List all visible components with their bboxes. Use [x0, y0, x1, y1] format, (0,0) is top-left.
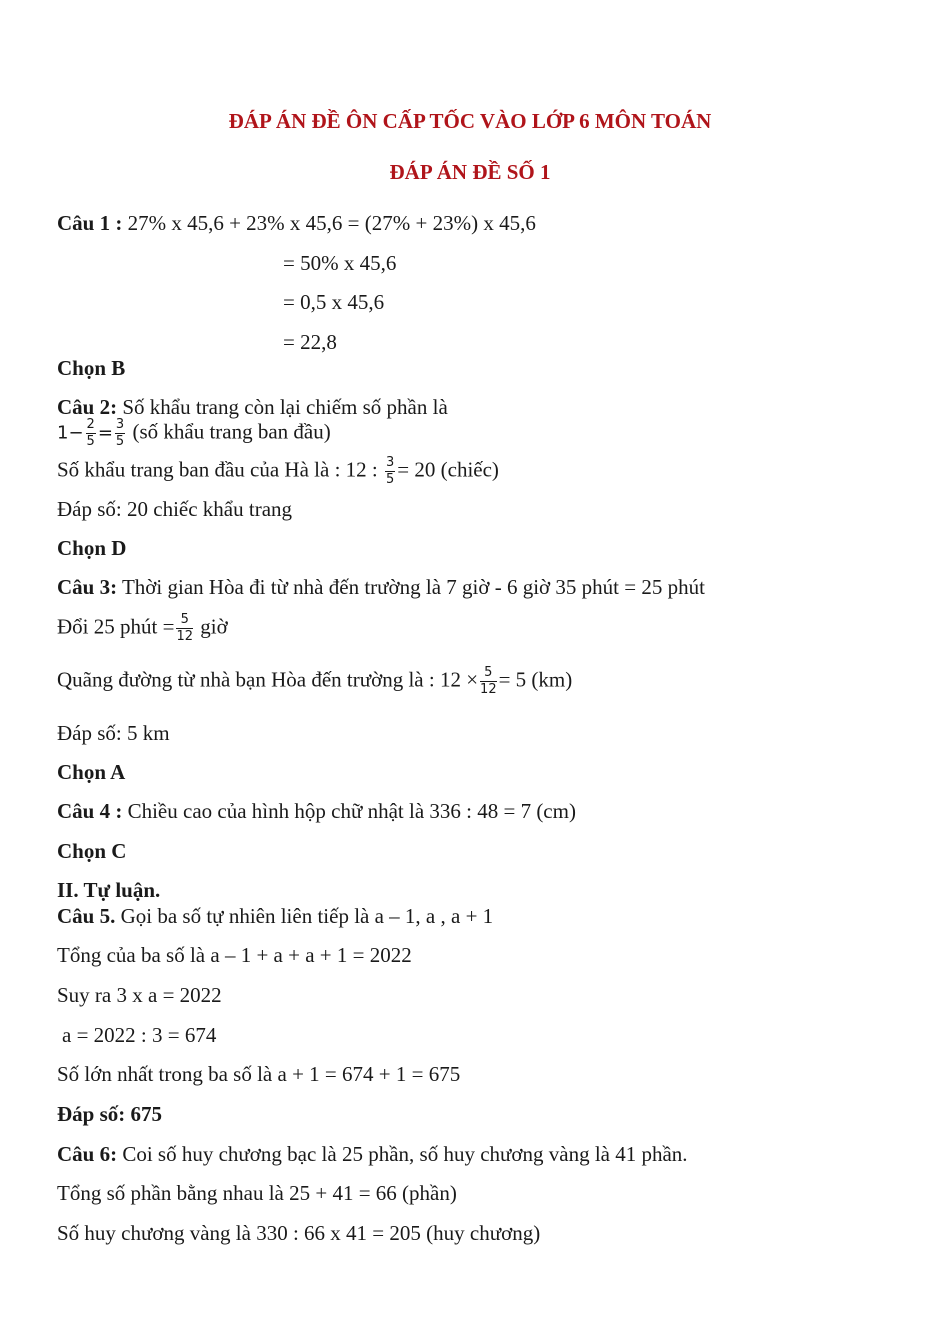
q1-line2: = 50% x 45,6: [283, 251, 397, 275]
q3-choice: Chọn A: [57, 760, 126, 784]
q4-choice: Chọn C: [57, 839, 127, 863]
q1-label: Câu 1 :: [57, 211, 123, 235]
q3-line3: Quãng đường từ nhà bạn Hòa đến trường là : 12 × $\frac{5}{12}$ = 5 (km): [57, 665, 573, 698]
section-heading: II. Tự luận.: [57, 878, 161, 902]
q2-fraction-1: $\frac{2}{5}$: [86, 417, 95, 450]
q2-label: Câu 2:: [57, 395, 118, 419]
q3-answer: Đáp số: 5 km: [57, 721, 170, 745]
q5-line4: a = 2022 : 3 = 674: [62, 1023, 217, 1047]
q5-line5: Số lớn nhất trong ba số là a + 1 = 674 + 1 = 675: [57, 1062, 461, 1086]
q2-fraction-3: $\frac{3}{5}$: [386, 455, 395, 488]
q1-line1: Câu 1 : 27% x 45,6 + 23% x 45,6 = (27% + 23%) x 45,6: [57, 211, 536, 235]
q2-fraction-2: $\frac{3}{5}$: [115, 417, 125, 450]
q6-label: Câu 6:: [57, 1142, 118, 1166]
q3-fraction-1: $\frac{5}{12}$: [176, 612, 193, 645]
q6-line3: Số huy chương vàng là 330 : 66 x 41 = 205 (huy chương): [57, 1221, 541, 1245]
q5-answer: Đáp số: 675: [57, 1102, 163, 1126]
page-subtitle: ĐÁP ÁN ĐỀ SỐ 1: [389, 160, 551, 184]
q2-equation: 1− $\frac{2}{5}$ = $\frac{3}{5}$ (số khẩu trang ban đầu): [57, 417, 331, 450]
q1-choice: Chọn B: [57, 356, 126, 380]
q2-line1: Câu 2: Số khẩu trang còn lại chiếm số phần là: [57, 395, 448, 419]
q4-line1: Câu 4 : Chiều cao của hình hộp chữ nhật là 336 : 48 = 7 (cm): [57, 799, 576, 823]
q6-line1: Câu 6: Coi số huy chương bạc là 25 phần, số huy chương vàng là 41 phần.: [57, 1142, 688, 1166]
q1-line4: = 22,8: [283, 330, 337, 354]
q5-line1: Câu 5. Gọi ba số tự nhiên liên tiếp là a – 1, a , a + 1: [57, 904, 494, 928]
q1-line3: = 0,5 x 45,6: [283, 290, 385, 314]
q5-label: Câu 5.: [57, 904, 116, 928]
q2-answer: Đáp số: 20 chiếc khẩu trang: [57, 497, 293, 521]
q3-label: Câu 3:: [57, 575, 118, 599]
q6-line2: Tổng số phần bằng nhau là 25 + 41 = 66 (phần): [57, 1181, 457, 1205]
q3-line1: Câu 3: Thời gian Hòa đi từ nhà đến trường là 7 giờ - 6 giờ 35 phút = 25 phút: [57, 575, 705, 599]
q4-label: Câu 4 :: [57, 799, 123, 823]
q5-line2: Tổng của ba số là a – 1 + a + a + 1 = 2022: [57, 943, 412, 967]
page-title: ĐÁP ÁN ĐỀ ÔN CẤP TỐC VÀO LỚP 6 MÔN TOÁN: [228, 109, 712, 133]
q2-line3: Số khẩu trang ban đầu của Hà là : 12 : $\frac{3}{5}$ = 20 (chiếc): [57, 455, 499, 488]
q3-fraction-2: $\frac{5}{12}$: [480, 665, 497, 698]
q2-choice: Chọn D: [57, 536, 127, 560]
q5-line3: Suy ra 3 x a = 2022: [57, 983, 222, 1007]
q3-line2: Đổi 25 phút = $\frac{5}{12}$ giờ: [57, 612, 228, 645]
